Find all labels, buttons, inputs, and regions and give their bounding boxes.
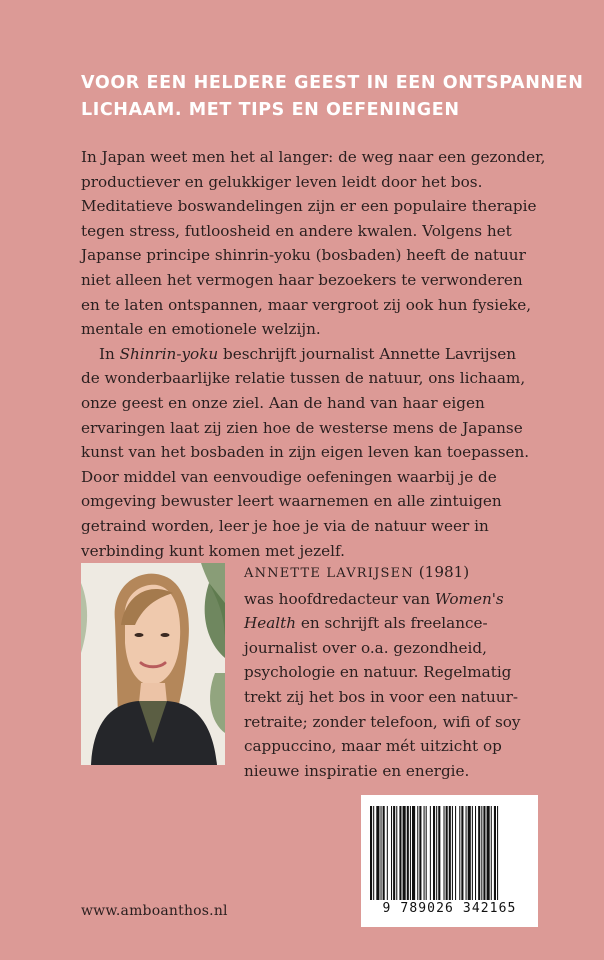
barcode-bar [396, 806, 397, 900]
barcode-bar [461, 806, 463, 900]
bio-line [244, 611, 564, 636]
barcode-bar [407, 806, 409, 900]
barcode-bar [430, 806, 431, 900]
author-photo [81, 563, 225, 765]
bio-line: cappuccino, maar mét uitzicht op [244, 737, 502, 756]
blurb-line: en te laten ontspannen, maar vergroot zij ook hun fysieke, [81, 295, 532, 314]
bio-line: nieuwe inspiratie en energie. [244, 761, 470, 780]
book-title: Shinrin-yoku [119, 344, 219, 363]
blurb-line: getraind worden, leer je hoe je via de natuur weer in [81, 516, 489, 535]
barcode-bar [472, 806, 473, 900]
barcode-bar [487, 806, 490, 900]
barcode-bar [419, 806, 421, 900]
barcode-bar [459, 806, 460, 900]
blurb-line: productiever en gelukkiger leven leidt door het bos. [81, 172, 483, 191]
barcode-bar [391, 806, 392, 900]
magazine-title: Health [244, 614, 297, 633]
bio-line: trekt zij het bos in voor een natuur- [244, 687, 518, 706]
blurb [81, 145, 551, 563]
bio-line: retraite; zonder telefoon, wifi of soy [244, 712, 521, 731]
barcode-bar [483, 806, 485, 900]
barcode-bar [417, 806, 418, 900]
barcode-bar [481, 806, 482, 900]
barcode-bar [475, 806, 476, 900]
blurb-line: onze geest en onze ziel. Aan de hand van haar eigen [81, 393, 485, 412]
barcode-bar [494, 806, 496, 900]
magazine-title: Women's [434, 589, 504, 608]
blurb-line: verbinding kunt komen met jezelf. [81, 541, 345, 560]
barcode-bar [438, 806, 440, 900]
blurb-line: niet alleen het vermogen haar bezoekers te verwonderen [81, 270, 523, 289]
blurb-line: ervaringen laat zij zien hoe de westerse mens de Japanse [81, 418, 523, 437]
blurb-line: Meditatieve boswandelingen zijn er een populaire therapie [81, 197, 537, 216]
barcode-bar [403, 806, 406, 900]
blurb-line: mentale en emotionele welzijn. [81, 320, 321, 339]
barcode-bar [452, 806, 453, 900]
blurb-line: Door middel van eenvoudige oefeningen waarbij je de [81, 467, 497, 486]
bio-line [244, 560, 564, 587]
blurb-line [81, 342, 551, 367]
barcode-bar [426, 806, 427, 900]
barcode-bar [446, 806, 448, 900]
blurb-paragraph-2 [81, 342, 551, 563]
cover-headline [81, 70, 584, 124]
headline-line-2: LICHAAM. MET TIPS EN OEFENINGEN [81, 100, 460, 120]
barcode-bar [424, 806, 425, 900]
barcode-bar [410, 806, 411, 900]
author-year: (1981) [413, 563, 470, 581]
barcode-bar [381, 806, 382, 900]
barcode-bar [376, 806, 379, 900]
bio-line: journalist over o.a. gezondheid, [244, 638, 487, 657]
blurb-paragraph-1 [81, 145, 551, 342]
barcode-bar [412, 806, 415, 900]
author-bio [244, 560, 564, 783]
barcode-bar [383, 806, 385, 900]
blurb-text: beschrijft journalist Annette Lavrijsen [218, 344, 517, 363]
barcode-bar [373, 806, 374, 900]
barcode-bar [497, 806, 498, 900]
barcode-bar [399, 806, 401, 900]
publisher-website[interactable]: www.amboanthos.nl [81, 903, 228, 919]
bio-line [244, 587, 564, 612]
author-name: ANNETTE LAVRIJSEN [244, 566, 414, 581]
barcode-bar [393, 806, 395, 900]
blurb-text: In [99, 344, 120, 363]
barcode-bar [444, 806, 445, 900]
author-portrait-illustration [81, 563, 225, 765]
blurb-line: Japanse principe shinrin-yoku (bosbaden) heeft de natuur [81, 246, 526, 265]
bio-text: en schrijft als freelance- [296, 614, 488, 633]
blurb-line: In Japan weet men het al langer: de weg naar een gezonder, [81, 148, 546, 166]
barcode-bar [491, 806, 492, 900]
blurb-line: kunst van het bosbaden in zijn eigen leven kan toepassen. [81, 443, 530, 462]
barcode-bar [466, 806, 467, 900]
barcode-bar [436, 806, 437, 900]
barcode-bar [449, 806, 451, 900]
barcode-bar [433, 806, 435, 900]
blurb-line: tegen stress, futloosheid en andere kwalen. Volgens het [81, 221, 512, 240]
barcode-bar [387, 806, 388, 900]
barcode-bars [370, 806, 529, 900]
barcode-bar [455, 806, 456, 900]
barcode-bar [370, 806, 372, 900]
isbn-number: 9 789026 342165 [382, 901, 517, 916]
blurb-line: omgeving bewuster leert waarnemen en alle zintuigen [81, 492, 502, 511]
bio-line: psychologie en natuur. Regelmatig [244, 663, 512, 682]
blurb-line: de wonderbaarlijke relatie tussen de natuur, ons lichaam, [81, 369, 526, 388]
barcode-bar [478, 806, 480, 900]
isbn-barcode [361, 795, 538, 927]
barcode-bar [468, 806, 471, 900]
headline-line-1: VOOR EEN HELDERE GEEST IN EEN ONTSPANNEN [81, 73, 584, 93]
bio-text: was hoofdredacteur van [244, 589, 435, 608]
